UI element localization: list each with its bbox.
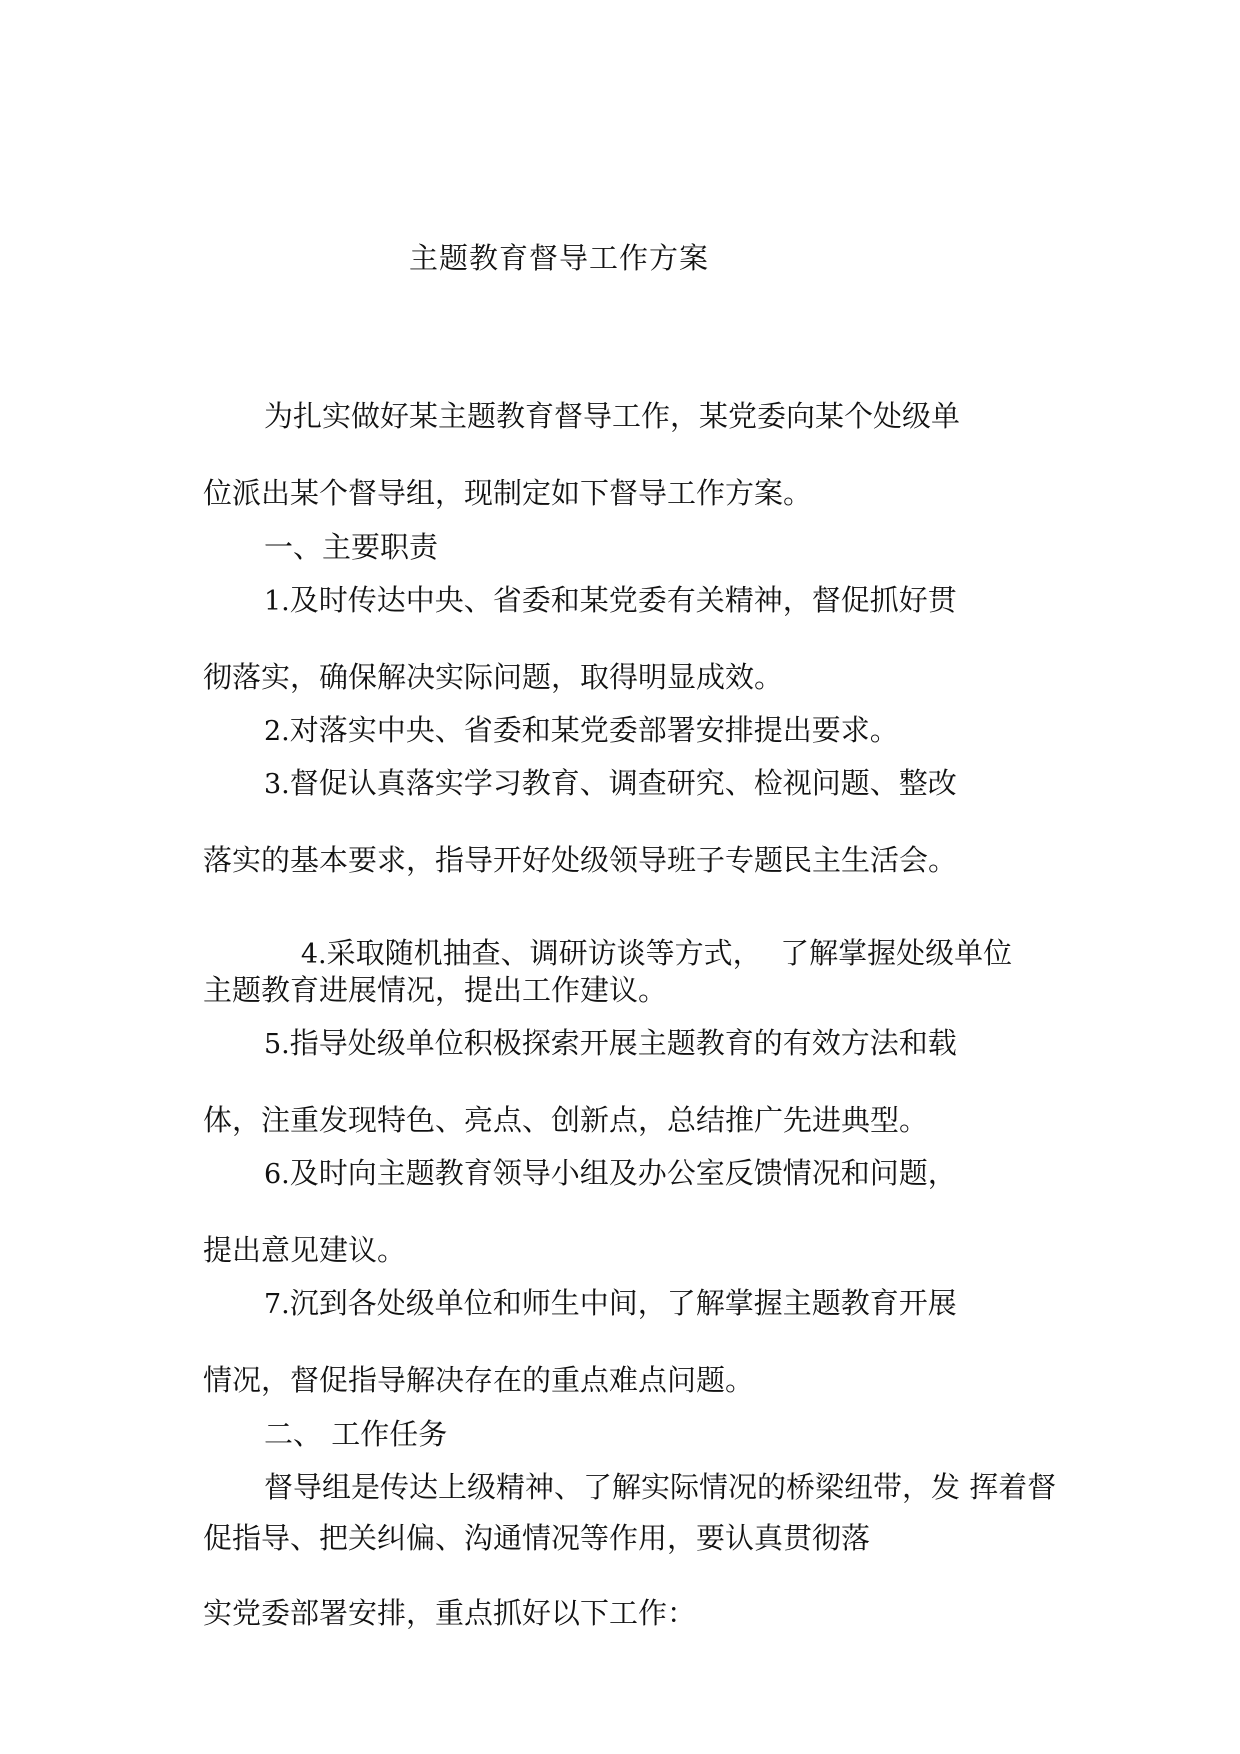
section-1-heading: 一、主要职责 — [264, 530, 439, 564]
list-item-text: 对落实中央、省委和某党委部署安排提出要求。 — [289, 713, 899, 747]
list-item-number: 7. — [264, 1289, 290, 1320]
para-2-line-3: 实党委部署安排，重点抓好以下工作： — [203, 1596, 697, 1630]
section-2-heading: 二、 工作任务 — [264, 1417, 448, 1451]
list-item-5-line-2: 体，注重发现特色、亮点、创新点，总结推广先进典型。 — [203, 1103, 929, 1137]
para-2-line-2: 促指导、把关纠偏、沟通情况等作用，要认真贯彻落 — [203, 1521, 871, 1555]
list-item-3-line-1 — [264, 763, 957, 805]
para-2-line-1: 督导组是传达上级精神、了解实际情况的桥梁纽带，发 挥着督 — [264, 1470, 1057, 1504]
list-item-text: 及时传达中央、省委和某党委有关精神，督促抓好贯 — [289, 583, 957, 617]
list-item-text: 及时向主题教育领导小组及办公室反馈情况和问题， — [289, 1156, 957, 1190]
list-item-number: 6. — [264, 1159, 290, 1190]
list-item-6-line-1 — [264, 1153, 957, 1195]
intro-line-1: 为扎实做好某主题教育督导工作，某党委向某个处级单 — [264, 399, 961, 433]
list-item-number: 3. — [264, 769, 290, 800]
list-item-4-line-2: 主题教育进展情况，提出工作建议。 — [203, 973, 668, 1007]
list-item-2-line-1 — [264, 710, 899, 752]
list-item-7-line-1 — [264, 1283, 957, 1325]
list-item-text: 沉到各处级单位和师生中间，了解掌握主题教育开展 — [289, 1286, 957, 1320]
list-item-number: 1. — [264, 586, 290, 617]
list-item-number: 4. — [300, 939, 327, 970]
list-item-number: 5. — [264, 1029, 290, 1060]
list-item-7-line-2: 情况，督促指导解决存在的重点难点问题。 — [203, 1363, 755, 1397]
list-item-1-line-1 — [264, 580, 957, 622]
list-item-5-line-1 — [264, 1023, 957, 1065]
list-item-text: 督促认真落实学习教育、调查研究、检视问题、整改 — [289, 766, 957, 800]
document-title: 主题教育督导工作方案 — [409, 241, 710, 275]
list-item-6-line-2: 提出意见建议。 — [203, 1233, 407, 1267]
intro-line-2: 位派出某个督导组，现制定如下督导工作方案。 — [203, 476, 813, 510]
list-item-3-line-2: 落实的基本要求，指导开好处级领导班子专题民主生活会。 — [203, 843, 958, 877]
list-item-text: 指导处级单位积极探索开展主题教育的有效方法和载 — [289, 1026, 957, 1060]
list-item-1-line-2: 彻落实，确保解决实际问题，取得明显成效。 — [203, 660, 784, 694]
list-item-text: 采取随机抽查、调研访谈等方式， 了解掌握处级单位 — [326, 936, 1013, 970]
list-item-number: 2. — [264, 716, 290, 747]
